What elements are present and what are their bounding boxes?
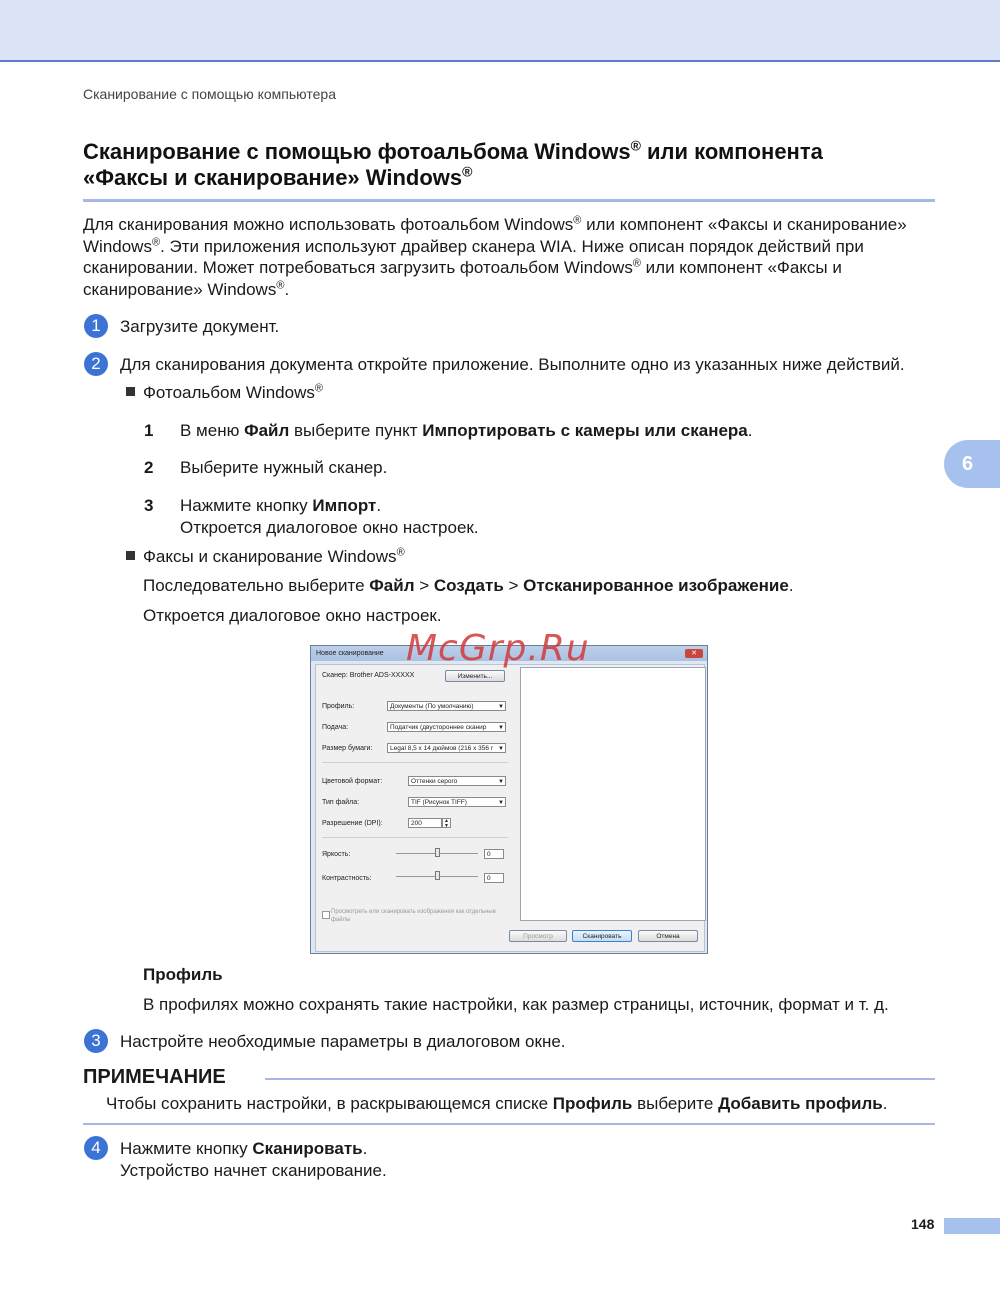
separate-files-label: Просмотреть или сканировать изображения как отдельные файлы [331,909,497,923]
option-a-label: Фотоальбом Windows® [126,382,323,404]
step-4-result: Устройство начнет сканирование. [120,1161,387,1180]
brightness-slider-thumb[interactable] [435,848,440,857]
chevron-down-icon: ▼ [498,800,504,806]
step-1-text: Загрузите документ. [120,317,280,336]
step-4-badge: 4 [84,1136,108,1160]
profile-label: Профиль: [322,703,355,710]
dpi-spinner[interactable]: 200 [408,818,442,828]
substep-3-result: Откроется диалоговое окно настроек. [180,518,479,537]
contrast-slider-thumb[interactable] [435,871,440,880]
dpi-label: Разрешение (DPI): [322,820,383,827]
chapter-tab: 6 [944,440,1000,488]
substep-3-num: 3 [144,496,154,515]
source-label: Подача: [322,724,349,731]
scan-button[interactable]: Сканировать [572,930,632,942]
contrast-value[interactable]: 0 [484,873,504,883]
source-select[interactable]: Податчик (двустороннее сканир ▼ [387,722,506,732]
step-1-badge: 1 [84,314,108,338]
dialog-title: Новое сканирование [311,646,707,661]
note-text: Чтобы сохранить настройки, в раскрывающемся списке Профиль выберите Добавить профиль. [106,1094,888,1113]
step-3-badge: 3 [84,1029,108,1053]
bullet-square-icon [126,551,135,560]
note-rule-bottom [83,1123,935,1125]
brightness-value[interactable]: 0 [484,849,504,859]
bullet-square-icon [126,387,135,396]
contrast-label: Контрастность: [322,875,372,882]
file-type-label: Тип файла: [322,799,360,806]
scan-dialog [310,645,708,954]
option-b-result: Откроется диалоговое окно настроек. [143,606,442,625]
title-rule [83,199,935,202]
scanner-label: Сканер: Brother ADS-XXXXX [322,672,415,679]
substep-1-text: В меню Файл выберите пункт Импортировать с камеры или сканера. [180,421,753,440]
substep-2-text: Выберите нужный сканер. [180,458,388,477]
page-title: Сканирование с помощью фотоальбома Windows® или компонента «Факсы и сканирование» Windows® [83,137,823,190]
separate-files-checkbox[interactable] [322,911,330,919]
color-format-label: Цветовой формат: [322,778,383,785]
preview-button[interactable]: Просмотр [509,930,567,942]
substep-2-num: 2 [144,458,154,477]
running-header: Сканирование с помощью компьютера [83,86,336,102]
step-4-text: Нажмите кнопку Сканировать. [120,1139,368,1158]
preview-pane [520,667,706,921]
paper-size-select[interactable]: Legal 8,5 x 14 дюймов (216 x 356 r ▼ [387,743,506,753]
option-b-path: Последовательно выберите Файл > Создать > Отсканированное изображение. [143,576,794,595]
profile-heading: Профиль [143,965,223,984]
chevron-down-icon: ▼ [498,725,504,731]
note-title: ПРИМЕЧАНИЕ [83,1066,226,1088]
close-icon[interactable]: ✕ [685,649,703,658]
chevron-down-icon: ▼ [498,779,504,785]
intro-paragraph: Для сканирования можно использовать фотоальбом Windows® или компонент «Факсы и сканирование» Windows®. Эти приложения используют драйвер сканера WIA. Ниже описан порядок действий при сканировании. Может потребоваться загрузить фотоальбом Windows® или компонент «Факсы и сканирование» Windows®. [83,214,907,299]
profile-select[interactable]: Документы (По умолчанию) ▼ [387,701,506,711]
note-rule-top [265,1078,935,1080]
option-b-label: Факсы и сканирование Windows® [126,546,405,568]
separator [322,837,508,838]
substep-1-num: 1 [144,421,154,440]
paper-size-label: Размер бумаги: [322,745,373,752]
substep-3-text: Нажмите кнопку Импорт. [180,496,382,515]
dialog-body [315,664,705,952]
footer-bar [944,1218,1000,1234]
header-band [0,0,1000,62]
cancel-button[interactable]: Отмена [638,930,698,942]
separator [322,762,508,763]
color-format-select[interactable]: Оттенки серого ▼ [408,776,506,786]
brightness-label: Яркость: [322,851,351,858]
change-scanner-button[interactable]: Изменить... [445,670,505,682]
step-3-text: Настройте необходимые параметры в диалоговом окне. [120,1032,566,1051]
chevron-down-icon: ▼ [498,746,504,752]
chevron-down-icon: ▼ [498,704,504,710]
watermark: McGrp.Ru [406,628,590,669]
file-type-select[interactable]: TIF (Рисунок TIFF) ▼ [408,797,506,807]
step-2-text: Для сканирования документа откройте приложение. Выполните одно из указанных ниже действий. [120,355,905,374]
profile-text: В профилях можно сохранять такие настройки, как размер страницы, источник, формат и т. д. [143,995,889,1014]
page-number: 148 [911,1216,935,1232]
dpi-spinner-arrows-icon[interactable]: ▲ ▼ [442,818,451,828]
step-2-badge: 2 [84,352,108,376]
